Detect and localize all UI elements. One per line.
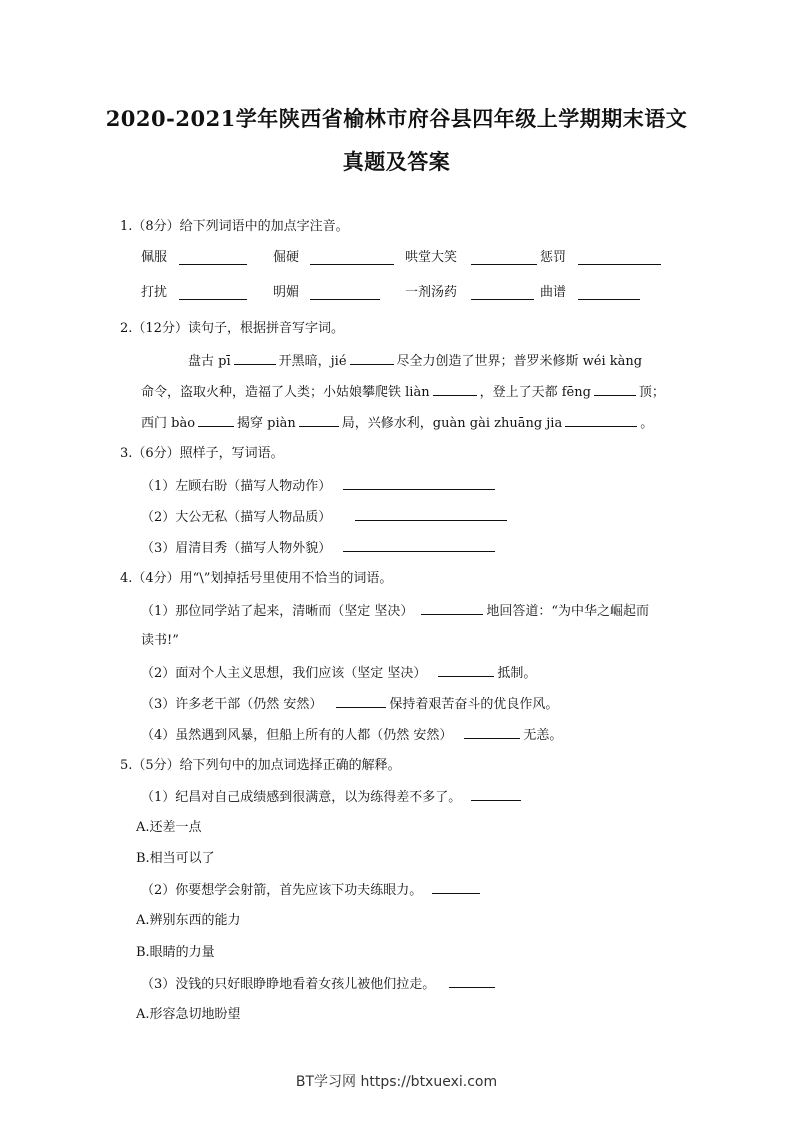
- q1-blank-2[interactable]: [310, 251, 394, 265]
- q5-option-2a[interactable]: A.辨别东西的能力: [136, 913, 241, 928]
- q5-blank-2[interactable]: [432, 880, 480, 894]
- document-title-line1: 2020-2021学年陕西省榆林市府谷县四年级上学期期末语文: [105, 106, 688, 131]
- q1-blank-3[interactable]: [471, 251, 537, 265]
- q3-blank-3[interactable]: [343, 538, 495, 552]
- q1-word-4: 惩罚: [540, 250, 567, 265]
- q1-stem: 1.（8分）给下列词语中的加点字注音。: [120, 219, 349, 234]
- q4-blank-2[interactable]: [438, 663, 494, 677]
- q1-blank-8[interactable]: [578, 286, 640, 300]
- q2-blank-4[interactable]: [594, 382, 636, 396]
- q4-blank-3[interactable]: [336, 694, 386, 708]
- q3-stem: 3.（6分）照样子，写词语。: [120, 446, 284, 461]
- q4-blank-4[interactable]: [464, 725, 520, 739]
- q5-blank-3[interactable]: [449, 974, 495, 988]
- q1-word-7: 一剂汤药: [405, 285, 458, 300]
- q1-word-5: 打扰: [141, 285, 168, 300]
- q2-line2: 命令，盗取火种，造福了人类；小姑娘攀爬铁 liàn ，登上了天都 fēng 顶；: [141, 382, 665, 402]
- q2-blank-6[interactable]: [299, 413, 339, 427]
- q3-item-3: （3）眉清目秀（描写人物外貌）: [141, 538, 498, 558]
- q3-item-1: （1）左顾右盼（描写人物动作）: [141, 476, 498, 496]
- q1-word-3: 哄堂大笑: [405, 250, 458, 265]
- q5-blank-1[interactable]: [471, 787, 521, 801]
- q2-blank-2[interactable]: [350, 351, 394, 365]
- q1-word-8: 曲谱: [540, 285, 567, 300]
- q1-blank-4[interactable]: [578, 251, 661, 265]
- q2-blank-1[interactable]: [234, 351, 276, 365]
- q1-word-6: 明媚: [273, 285, 300, 300]
- q4-blank-1[interactable]: [421, 601, 483, 615]
- page-footer: BT学习网 https://btxuexi.com: [295, 1074, 498, 1090]
- document-title-line2: 真题及答案: [342, 149, 451, 174]
- q5-option-2b[interactable]: B.眼睛的力量: [136, 945, 215, 960]
- q1-blank-6[interactable]: [310, 286, 380, 300]
- q4-item-3: （3）许多老干部（仍然 安然） 保持着艰苦奋斗的优良作风。: [141, 694, 558, 714]
- q3-item-2: （2）大公无私（描写人物品质）: [141, 507, 510, 527]
- q2-line1: 盘古 pī 开黑暗，jié 尽全力创造了世界；普罗米修斯 wéi kàng: [188, 351, 642, 371]
- q3-blank-2[interactable]: [355, 507, 507, 521]
- q2-blank-7[interactable]: [565, 413, 637, 427]
- q2-line3: 西门 bào 揭穿 piàn 局，兴修水利，guàn gài zhuāng jia 。: [141, 413, 653, 433]
- q4-item-1-cont: 读书!”: [141, 633, 179, 648]
- q4-item-4: （4）虽然遇到风暴，但船上所有的人都（仍然 安然） 无恙。: [141, 725, 562, 745]
- q1-blank-1[interactable]: [179, 251, 247, 265]
- q5-stem: 5.（5分）给下列句中的加点词选择正确的解释。: [120, 758, 401, 773]
- q1-blank-5[interactable]: [179, 286, 247, 300]
- q4-item-2: （2）面对个人主义思想，我们应该（坚定 坚决） 抵制。: [141, 663, 536, 683]
- q5-option-3a[interactable]: A.形容急切地盼望: [136, 1007, 241, 1022]
- q2-blank-5[interactable]: [198, 413, 234, 427]
- q5-sentence-2: （2）你要想学会射箭，首先应该下功夫练眼力。: [141, 880, 483, 900]
- q5-option-1a[interactable]: A.还差一点: [136, 820, 202, 835]
- q4-item-1: （1）那位同学站了起来，清晰而（坚定 坚决） 地回答道：“为中华之崛起而: [141, 601, 649, 621]
- q5-sentence-1: （1）纪昌对自己成绩感到很满意，以为练得差不多了。: [141, 787, 524, 807]
- q4-stem: 4.（4分）用“\”划掉括号里使用不恰当的词语。: [120, 571, 393, 586]
- q5-sentence-3: （3）没钱的只好眼睁睁地看着女孩儿被他们拉走。: [141, 974, 498, 994]
- q2-blank-3[interactable]: [433, 382, 477, 396]
- q3-blank-1[interactable]: [343, 476, 495, 490]
- q1-word-2: 倔硬: [273, 250, 300, 265]
- q1-word-1: 佩服: [141, 250, 168, 265]
- q2-stem: 2.（12分）读句子，根据拼音写字词。: [120, 321, 344, 336]
- q1-blank-7[interactable]: [471, 286, 534, 300]
- q5-option-1b[interactable]: B.相当可以了: [136, 851, 215, 866]
